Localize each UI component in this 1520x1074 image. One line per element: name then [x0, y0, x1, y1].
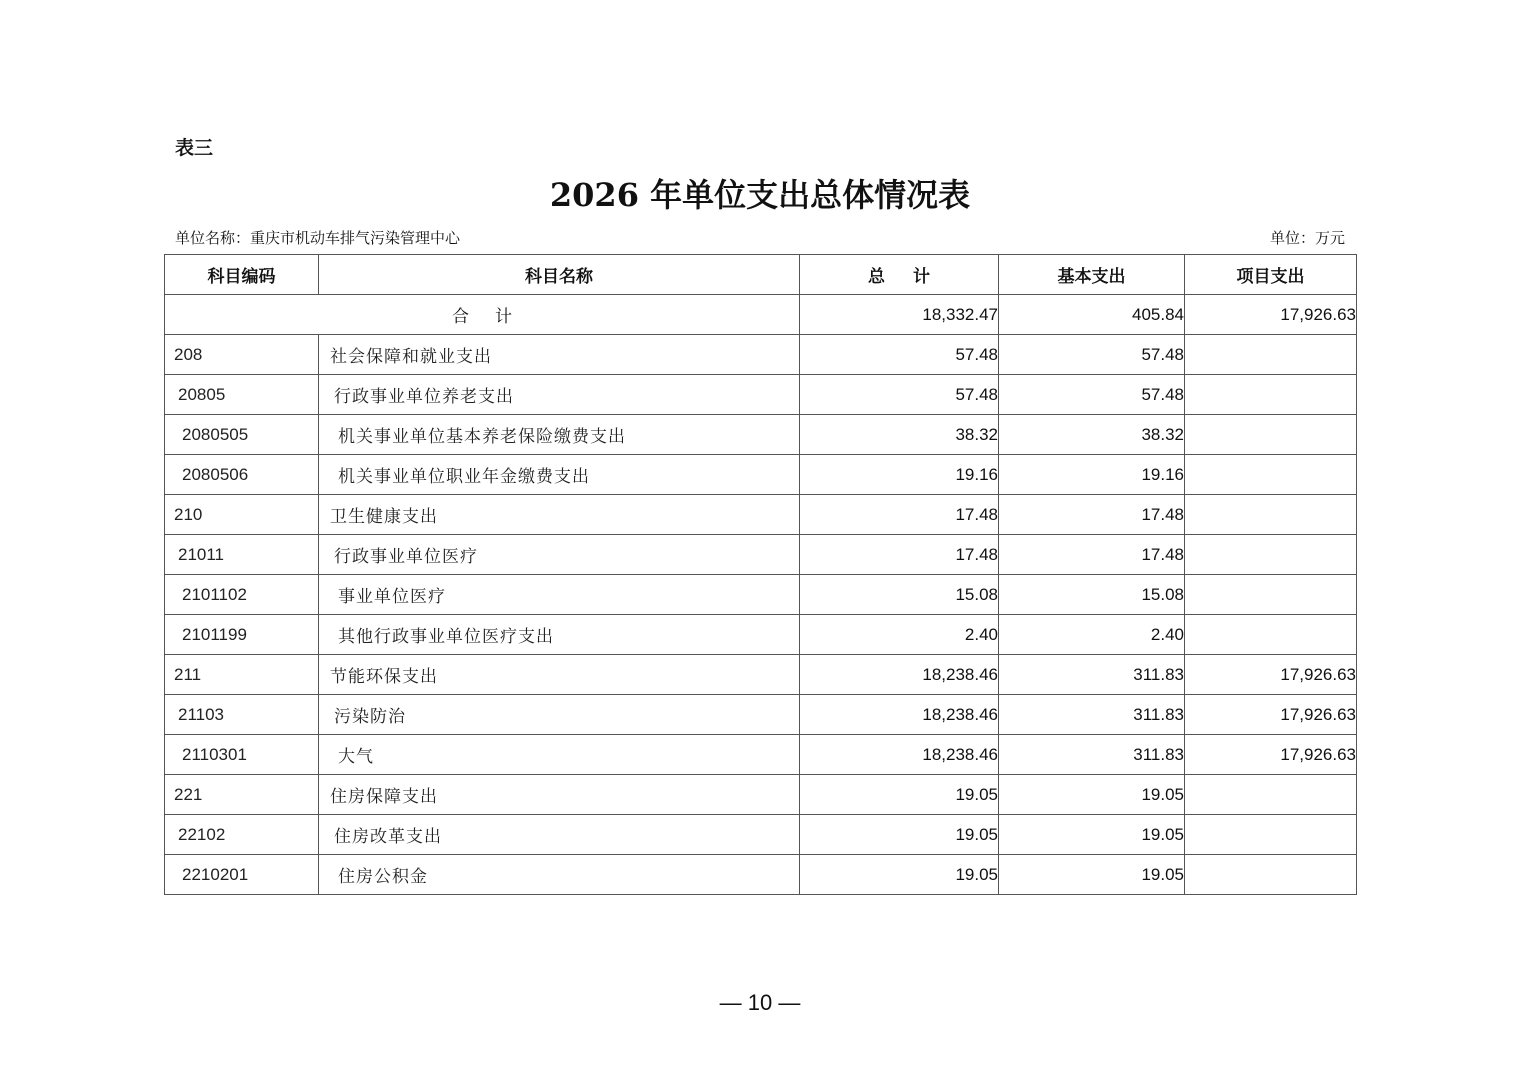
row-code: 2080505 — [165, 415, 319, 455]
row-project — [1185, 455, 1357, 495]
row-total: 17.48 — [800, 535, 999, 575]
table-row — [165, 775, 1357, 815]
row-basic: 19.05 — [999, 815, 1185, 855]
row-total: 2.40 — [800, 615, 999, 655]
row-project: 17,926.63 — [1185, 735, 1357, 775]
table-row — [165, 695, 1357, 735]
row-basic: 19.05 — [999, 775, 1185, 815]
row-code: 22102 — [165, 815, 319, 855]
row-name: 机关事业单位职业年金缴费支出 — [319, 455, 800, 495]
row-project — [1185, 615, 1357, 655]
row-code: 2101102 — [165, 575, 319, 615]
row-name: 住房公积金 — [319, 855, 800, 895]
row-total: 19.16 — [800, 455, 999, 495]
row-code: 21011 — [165, 535, 319, 575]
row-project — [1185, 775, 1357, 815]
row-basic: 17.48 — [999, 495, 1185, 535]
row-total: 18,238.46 — [800, 695, 999, 735]
row-project: 17,926.63 — [1185, 655, 1357, 695]
row-basic: 57.48 — [999, 335, 1185, 375]
table-row — [165, 375, 1357, 415]
unit-name: 单位名称：重庆市机动车排气污染管理中心 — [175, 229, 461, 247]
row-name: 污染防治 — [319, 695, 800, 735]
header-total: 总计 — [800, 255, 999, 295]
header-code: 科目编码 — [165, 255, 319, 295]
row-total: 19.05 — [800, 775, 999, 815]
row-code: 21103 — [165, 695, 319, 735]
row-name: 卫生健康支出 — [319, 495, 800, 535]
row-code: 208 — [165, 335, 319, 375]
row-project — [1185, 815, 1357, 855]
row-project: 17,926.63 — [1185, 695, 1357, 735]
row-code: 211 — [165, 655, 319, 695]
table-row — [165, 815, 1357, 855]
row-basic: 57.48 — [999, 375, 1185, 415]
unit-label: 单位：万元 — [1269, 229, 1345, 247]
row-total: 38.32 — [800, 415, 999, 455]
row-project — [1185, 855, 1357, 895]
table-row — [165, 335, 1357, 375]
row-name: 住房改革支出 — [319, 815, 800, 855]
row-code: 2210201 — [165, 855, 319, 895]
row-basic: 38.32 — [999, 415, 1185, 455]
row-code: 2080506 — [165, 455, 319, 495]
row-total: 17.48 — [800, 495, 999, 535]
total-total: 18,332.47 — [800, 295, 999, 335]
row-name: 事业单位医疗 — [319, 575, 800, 615]
row-total: 19.05 — [800, 855, 999, 895]
row-basic: 311.83 — [999, 735, 1185, 775]
table-row — [165, 455, 1357, 495]
row-basic: 311.83 — [999, 655, 1185, 695]
row-total: 18,238.46 — [800, 735, 999, 775]
row-total: 19.05 — [800, 815, 999, 855]
row-code: 2110301 — [165, 735, 319, 775]
row-basic: 311.83 — [999, 695, 1185, 735]
row-project — [1185, 335, 1357, 375]
expenditure-table — [164, 254, 1357, 895]
total-label: 合计 — [165, 295, 800, 335]
table-row — [165, 855, 1357, 895]
row-code: 221 — [165, 775, 319, 815]
row-name: 节能环保支出 — [319, 655, 800, 695]
row-basic: 19.05 — [999, 855, 1185, 895]
row-project — [1185, 535, 1357, 575]
row-project — [1185, 575, 1357, 615]
row-name: 行政事业单位养老支出 — [319, 375, 800, 415]
row-basic: 15.08 — [999, 575, 1185, 615]
row-code: 20805 — [165, 375, 319, 415]
table-row — [165, 575, 1357, 615]
table-row — [165, 495, 1357, 535]
row-name: 行政事业单位医疗 — [319, 535, 800, 575]
row-name: 住房保障支出 — [319, 775, 800, 815]
row-total: 57.48 — [800, 335, 999, 375]
header-project: 项目支出 — [1185, 255, 1357, 295]
table-row — [165, 735, 1357, 775]
row-code: 210 — [165, 495, 319, 535]
row-project — [1185, 375, 1357, 415]
row-project — [1185, 495, 1357, 535]
row-name: 其他行政事业单位医疗支出 — [319, 615, 800, 655]
row-total: 15.08 — [800, 575, 999, 615]
row-basic: 19.16 — [999, 455, 1185, 495]
table-row — [165, 615, 1357, 655]
header-name: 科目名称 — [319, 255, 800, 295]
row-name: 社会保障和就业支出 — [319, 335, 800, 375]
row-basic: 17.48 — [999, 535, 1185, 575]
row-total: 57.48 — [800, 375, 999, 415]
row-name: 机关事业单位基本养老保险缴费支出 — [319, 415, 800, 455]
total-basic: 405.84 — [999, 295, 1185, 335]
total-row — [165, 295, 1357, 335]
document-title: 2026 年单位支出总体情况表 — [549, 176, 971, 214]
total-project: 17,926.63 — [1185, 295, 1357, 335]
row-total: 18,238.46 — [800, 655, 999, 695]
table-row — [165, 655, 1357, 695]
table-label: 表三 — [175, 137, 214, 159]
table-row — [165, 415, 1357, 455]
header-row — [165, 255, 1357, 295]
table-row — [165, 535, 1357, 575]
row-code: 2101199 — [165, 615, 319, 655]
row-project — [1185, 415, 1357, 455]
row-basic: 2.40 — [999, 615, 1185, 655]
page-number: — 10 — — [719, 990, 801, 1015]
header-basic: 基本支出 — [999, 255, 1185, 295]
row-name: 大气 — [319, 735, 800, 775]
